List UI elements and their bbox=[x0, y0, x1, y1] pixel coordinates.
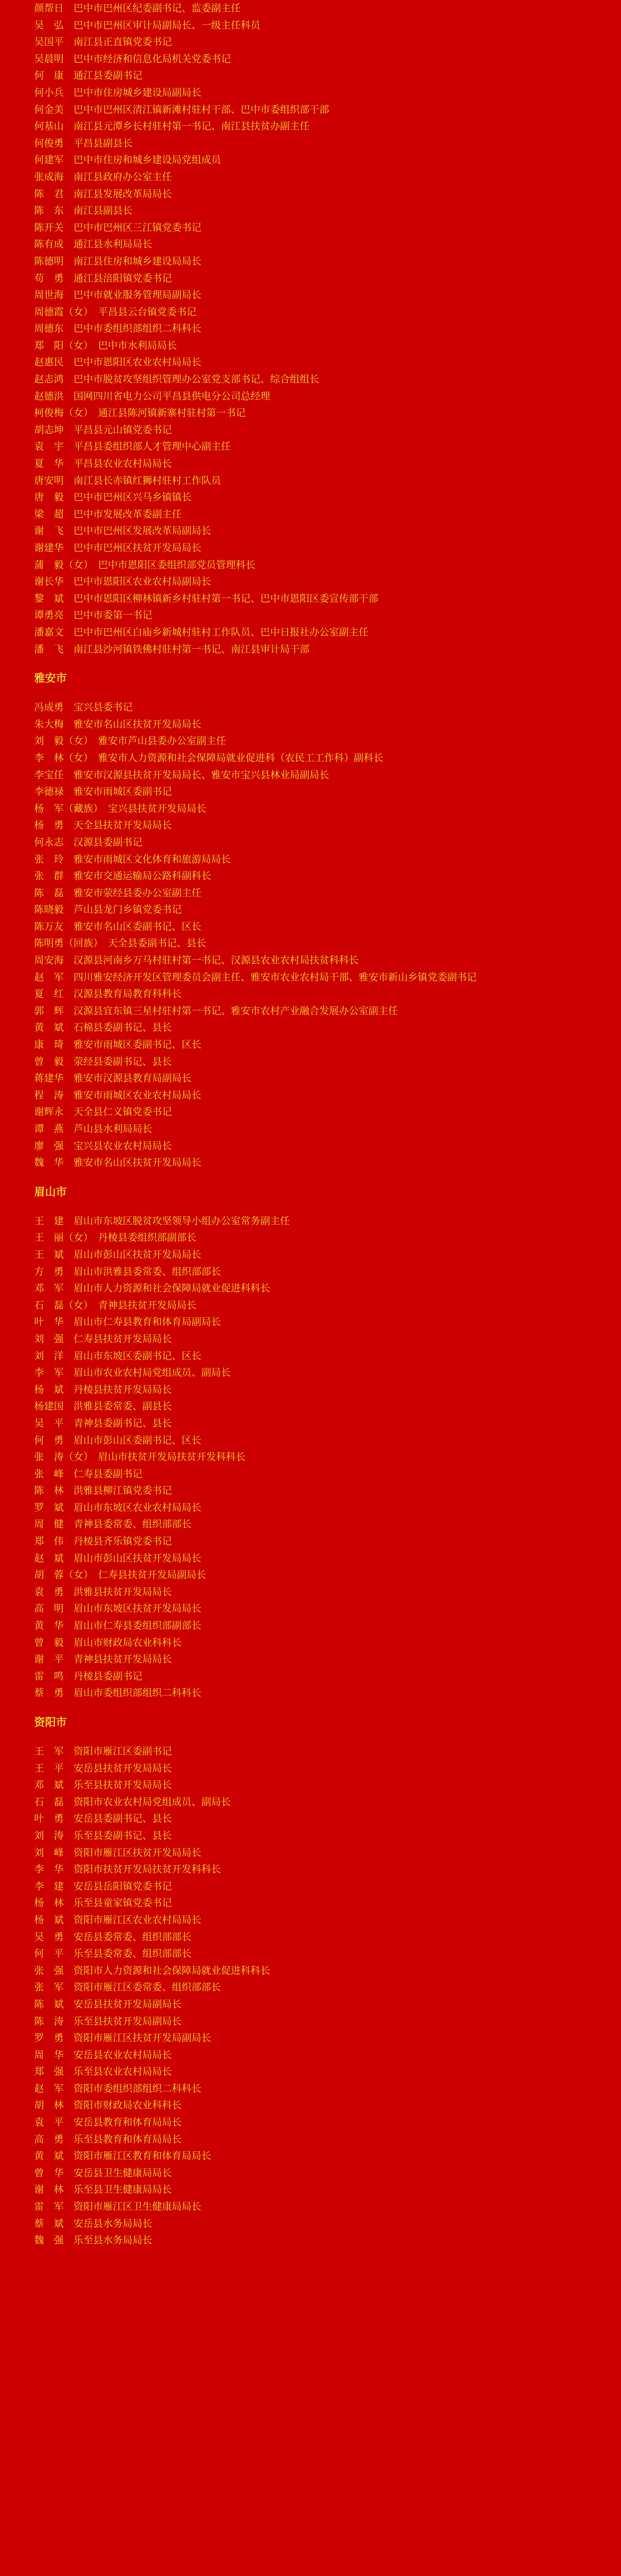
list-item: 杨 勇 天全县扶贫开发局局长 bbox=[34, 820, 172, 831]
list-item: 李 建 安岳县岳阳镇党委书记 bbox=[34, 1880, 172, 1892]
list-item: 曾 华 安岳县卫生健康局局长 bbox=[34, 2167, 172, 2179]
list-item: 张 强 资阳市人力资源和社会保障局就业促进科科长 bbox=[34, 1964, 271, 1976]
list-item: 黄 斌 资阳市雁江区教育和体育局局长 bbox=[34, 2150, 212, 2162]
list-item: 夏 红 汉源县教育局教育科科长 bbox=[34, 988, 182, 1000]
section bbox=[34, 1183, 600, 1702]
list-item: 柯俊梅（女） 通江县陈河镇新寨村驻村第一书记 bbox=[34, 407, 246, 419]
list-item: 陈有成 通江县水利局局长 bbox=[34, 239, 153, 250]
list-item: 曾 毅 荥经县委副书记、县长 bbox=[34, 1055, 172, 1067]
list-item: 何 勇 眉山市彭山区委副书记、区长 bbox=[34, 1434, 202, 1446]
section bbox=[34, 669, 600, 1171]
list-item: 石 磊 资阳市农业农村局党组成员、副局长 bbox=[34, 1796, 231, 1808]
list-item: 王 丽（女） 丹棱县委组织部副部长 bbox=[34, 1232, 197, 1244]
section bbox=[34, 1713, 600, 2249]
list-item: 谢长华 巴中市恩阳区农业农村局副局长 bbox=[34, 576, 212, 588]
list-item: 赵惠民 巴中市恩阳区农业农村局局长 bbox=[34, 356, 202, 368]
list-item: 胡 蓉（女） 仁寿县扶贫开发局副局长 bbox=[34, 1569, 206, 1581]
list-item: 周安海 汉源县河南乡万马村驻村第一书记、汉源县农业农村局扶贫科科长 bbox=[34, 955, 359, 966]
list-item: 陈明勇（回族） 天全县委副书记、县长 bbox=[34, 937, 206, 949]
list-item: 赵 斌 眉山市彭山区扶贫开发局局长 bbox=[34, 1552, 202, 1564]
list-item: 杨建国 洪雅县委常委、副县长 bbox=[34, 1401, 172, 1412]
list-item: 何 平 乐至县委常委、组织部部长 bbox=[34, 1948, 192, 1960]
list-item: 陈德明 南江县住房和城乡建设局局长 bbox=[34, 255, 202, 267]
list-item: 胡 林 资阳市财政局农业科科长 bbox=[34, 2099, 182, 2111]
list-item: 吴国平 南江县正直镇党委书记 bbox=[34, 36, 172, 48]
list-item: 魏 强 乐至县水务局局长 bbox=[34, 2235, 153, 2246]
list-item: 潘 飞 南江县沙河镇铁佛村驻村第一书记、南江县审计局干部 bbox=[34, 643, 310, 655]
list-item: 黄 华 眉山市仁寿县委组织部副部长 bbox=[34, 1620, 202, 1632]
list-item: 谢建华 巴中市巴州区扶贫开发局局长 bbox=[34, 542, 202, 554]
list-item: 谢辉永 天全县仁义镇党委书记 bbox=[34, 1106, 172, 1118]
list-item: 唐安明 南江县长赤镇红狮村驻村工作队员 bbox=[34, 474, 221, 486]
list-item: 吴 平 青神县委副书记、县长 bbox=[34, 1417, 172, 1429]
list-item: 王 平 安岳县扶贫开发局局长 bbox=[34, 1762, 172, 1774]
list-item: 何俊勇 平昌县副县长 bbox=[34, 137, 133, 149]
list-item: 雷 鸣 丹棱县委副书记 bbox=[34, 1670, 143, 1682]
list-item: 吴 弘 巴中市巴州区审计局副局长、一级主任科员 bbox=[34, 19, 261, 31]
list-item: 邓 军 眉山市人力资源和社会保障局就业促进科科长 bbox=[34, 1283, 271, 1294]
list-item: 周 华 安岳县农业农村局局长 bbox=[34, 2049, 172, 2061]
list-item: 赵德洪 国网四川省电力公司平昌县供电分公司总经理 bbox=[34, 390, 271, 402]
list-item: 邓 斌 乐至县扶贫开发局局长 bbox=[34, 1779, 172, 1791]
list-item: 吴 勇 安岳县委常委、组织部部长 bbox=[34, 1931, 192, 1943]
list-item: 陈 东 南江县副县长 bbox=[34, 205, 133, 217]
list-item: 张成海 南江县政府办公室主任 bbox=[34, 171, 172, 183]
list-item: 刘 毅（女） 雅安市芦山县委办公室副主任 bbox=[34, 735, 226, 747]
list-item: 夏 华 平昌县农业农村局局长 bbox=[34, 458, 172, 470]
list-item: 周德东 巴中市委组织部组织二科科长 bbox=[34, 323, 202, 335]
list-item: 罗 斌 眉山市东坡区农业农村局局长 bbox=[34, 1501, 202, 1513]
list-item: 胡志坤 平昌县元山镇党委书记 bbox=[34, 424, 172, 436]
list-item: 郑 阳（女） 巴中市水利局局长 bbox=[34, 339, 177, 351]
list-item: 陈 斌 安岳县扶贫开发局副局长 bbox=[34, 1998, 182, 2010]
list-item: 王 建 眉山市东坡区脱贫攻坚领导小组办公室常务副主任 bbox=[34, 1215, 290, 1227]
list-item: 郑 伟 丹棱县齐乐镇党委书记 bbox=[34, 1536, 172, 1547]
list-item: 吴晨明 巴中市经济和信息化局机关党委书记 bbox=[34, 53, 231, 65]
list-item: 高 勇 乐至县教育和体育局局长 bbox=[34, 2133, 182, 2145]
list-item: 程 涛 雅安市雨城区农业农村局局长 bbox=[34, 1089, 202, 1101]
list-item: 杨 林 乐至县童家镇党委书记 bbox=[34, 1897, 172, 1909]
list-item: 颜帮日 巴中市巴州区纪委副书记、监委副主任 bbox=[34, 3, 241, 14]
list-item: 唐 毅 巴中市巴州区兴马乡镇镇长 bbox=[34, 492, 192, 503]
list-item: 苟 勇 通江县涪阳镇党委书记 bbox=[34, 272, 172, 284]
list-item: 魏 华 雅安市名山区扶贫开发局局长 bbox=[34, 1157, 202, 1169]
list-item: 袁 平 安岳县教育和体育局局长 bbox=[34, 2117, 182, 2128]
section bbox=[34, 0, 600, 658]
list-item: 袁 勇 洪雅县扶贫开发局局长 bbox=[34, 1586, 172, 1598]
list-item: 陈 磊 雅安市荥经县委办公室副主任 bbox=[34, 887, 202, 899]
list-item: 刘 涛 乐至县委副书记、县长 bbox=[34, 1829, 172, 1841]
list-item: 叶 华 眉山市仁寿县教育和体育局副局长 bbox=[34, 1316, 221, 1328]
list-item: 李德禄 雅安市雨城区委副书记 bbox=[34, 786, 172, 798]
list-item: 何永志 汉源县委副书记 bbox=[34, 836, 143, 848]
list-item: 蒲 毅（女） 巴中市恩阳区委组织部党员管理科长 bbox=[34, 559, 256, 571]
list-item: 周德霞（女） 平昌县云台镇党委书记 bbox=[34, 306, 197, 318]
list-item: 郭 辉 汉源县宜东镇三星村驻村第一书记、雅安市农村产业融合发展办公室副主任 bbox=[34, 1005, 398, 1017]
list-item: 雷 军 资阳市雁江区卫生健康局局长 bbox=[34, 2201, 202, 2213]
list-item: 陈万友 雅安市名山区委副书记、区长 bbox=[34, 920, 202, 932]
list-item: 康 琦 雅安市雨城区委副书记、区长 bbox=[34, 1039, 202, 1051]
section-heading: 眉山市 bbox=[34, 1185, 67, 1198]
list-item: 赵 军 资阳市委组织部组织二科科长 bbox=[34, 2082, 202, 2094]
list-item: 刘 强 仁寿县扶贫开发局局长 bbox=[34, 1333, 172, 1345]
list-item: 何小兵 巴中市住房城乡建设局副局长 bbox=[34, 86, 202, 98]
list-item: 陈晓毅 芦山县龙门乡镇党委书记 bbox=[34, 904, 182, 916]
list-item: 李 军 眉山市农业农村局党组成员、副局长 bbox=[34, 1367, 231, 1379]
list-item: 谢 平 青神县扶贫开发局局长 bbox=[34, 1654, 172, 1665]
list-item: 蒋建华 雅安市汉源县教育局副局长 bbox=[34, 1073, 192, 1084]
list-item: 李宝任 雅安市汉源县扶贫开发局局长、雅安市宝兴县林业局副局长 bbox=[34, 769, 330, 781]
list-item: 郑 强 乐至县农业农村局局长 bbox=[34, 2066, 172, 2078]
list-item: 何 康 通江县委副书记 bbox=[34, 70, 143, 82]
list-item: 赵志鸿 巴中市脱贫攻坚组织管理办公室党支部书记、综合组组长 bbox=[34, 374, 320, 385]
list-item: 杨 斌 丹棱县扶贫开发局局长 bbox=[34, 1383, 172, 1395]
list-item: 蔡 勇 眉山市委组织部组织二科科长 bbox=[34, 1687, 202, 1699]
list-item: 罗 勇 资阳市雁江区扶贫开发局副局长 bbox=[34, 2032, 212, 2044]
list-item: 谢 飞 巴中市巴州区发展改革局副局长 bbox=[34, 525, 212, 537]
list-item: 叶 勇 安岳县委副书记、县长 bbox=[34, 1813, 172, 1825]
list-item: 何建军 巴中市住房和城乡建设局党组成员 bbox=[34, 154, 221, 166]
list-item: 黎 斌 巴中市恩阳区柳林镇新乡村驻村第一书记、巴中市恩阳区委宣传部干部 bbox=[34, 592, 379, 604]
list-item: 刘 洋 眉山市东坡区委副书记、区长 bbox=[34, 1350, 202, 1362]
list-item: 李 林（女） 雅安市人力资源和社会保障局就业促进科（农民工工作科）副科长 bbox=[34, 752, 383, 764]
list-item: 陈 涛 乐至县扶贫开发局副局长 bbox=[34, 2015, 182, 2027]
list-item: 谭 燕 芦山县水利局局长 bbox=[34, 1123, 153, 1135]
section-heading: 资阳市 bbox=[34, 1716, 67, 1729]
list-item: 陈 林 洪雅县柳江镇党委书记 bbox=[34, 1485, 172, 1497]
list-item: 朱大梅 雅安市名山区扶贫开发局局长 bbox=[34, 718, 202, 730]
list-item: 冯成勇 宝兴县委书记 bbox=[34, 702, 133, 713]
list-item: 高 明 眉山市东坡区扶贫开发局局长 bbox=[34, 1603, 202, 1615]
list-item: 张 涛（女） 眉山市扶贫开发局扶贫开发科科长 bbox=[34, 1451, 246, 1463]
list-item: 张 群 雅安市交通运输局公路科副科长 bbox=[34, 870, 212, 882]
list-item: 周世海 巴中市就业服务管理局副局长 bbox=[34, 289, 202, 301]
list-item: 廖 强 宝兴县农业农村局局长 bbox=[34, 1140, 172, 1152]
list-item: 陈开关 巴中市巴州区三江镇党委书记 bbox=[34, 221, 202, 233]
list-item: 杨 军（藏族） 宝兴县扶贫开发局局长 bbox=[34, 802, 206, 814]
list-item: 蔡 斌 安岳县水务局局长 bbox=[34, 2217, 153, 2229]
list-item: 周 健 青神县委常委、组织部部长 bbox=[34, 1518, 192, 1530]
list-item: 袁 宇 平昌县委组织部人才管理中心副主任 bbox=[34, 441, 231, 453]
list-item: 李 华 资阳市扶贫开发局扶贫开发科科长 bbox=[34, 1864, 221, 1875]
list-item: 陈 君 南江县发展改革局局长 bbox=[34, 188, 172, 200]
list-item: 张 玲 雅安市雨城区文化体育和旅游局局长 bbox=[34, 853, 231, 865]
list-item: 张 军 资阳市雁江区委常委、组织部部长 bbox=[34, 1982, 221, 1993]
list-item: 何基山 南江县元潭乡长村驻村第一书记、南江县扶贫办副主任 bbox=[34, 121, 310, 132]
list-item: 石 磊（女） 青神县扶贫开发局局长 bbox=[34, 1299, 197, 1311]
list-item: 王 斌 眉山市彭山区扶贫开发局局长 bbox=[34, 1248, 202, 1260]
list-item: 黄 斌 石棉县委副书记、县长 bbox=[34, 1022, 172, 1034]
list-item: 潘嘉文 巴中市巴州区白庙乡新城村驻村工作队员、巴中日报社办公室副主任 bbox=[34, 626, 369, 638]
list-item: 何金美 巴中市巴州区清江镇新滩村驻村干部、巴中市委组织部干部 bbox=[34, 103, 330, 115]
list-item: 曾 毅 眉山市财政局农业科科长 bbox=[34, 1636, 182, 1648]
list-item: 谭勇亮 巴中市委第一书记 bbox=[34, 609, 153, 621]
list-item: 赵 军 四川雅安经济开发区管理委员会副主任、雅安市农业农村局干部、雅安市新山乡镇党委副书记 bbox=[34, 971, 477, 983]
list-item: 杨 斌 资阳市雁江区农业农村局局长 bbox=[34, 1914, 202, 1926]
list-item: 张 峰 仁寿县委副书记 bbox=[34, 1468, 143, 1480]
list-item: 谢 林 乐至县卫生健康局局长 bbox=[34, 2184, 172, 2196]
list-item: 方 勇 眉山市洪雅县委常委、组织部部长 bbox=[34, 1265, 221, 1277]
list-item: 王 军 资阳市雁江区委副书记 bbox=[34, 1746, 172, 1757]
list-item: 刘 峰 资阳市雁江区扶贫开发局局长 bbox=[34, 1847, 202, 1858]
list-item: 梁 超 巴中市发展改革委副主任 bbox=[34, 508, 182, 520]
section-heading: 雅安市 bbox=[34, 672, 67, 685]
